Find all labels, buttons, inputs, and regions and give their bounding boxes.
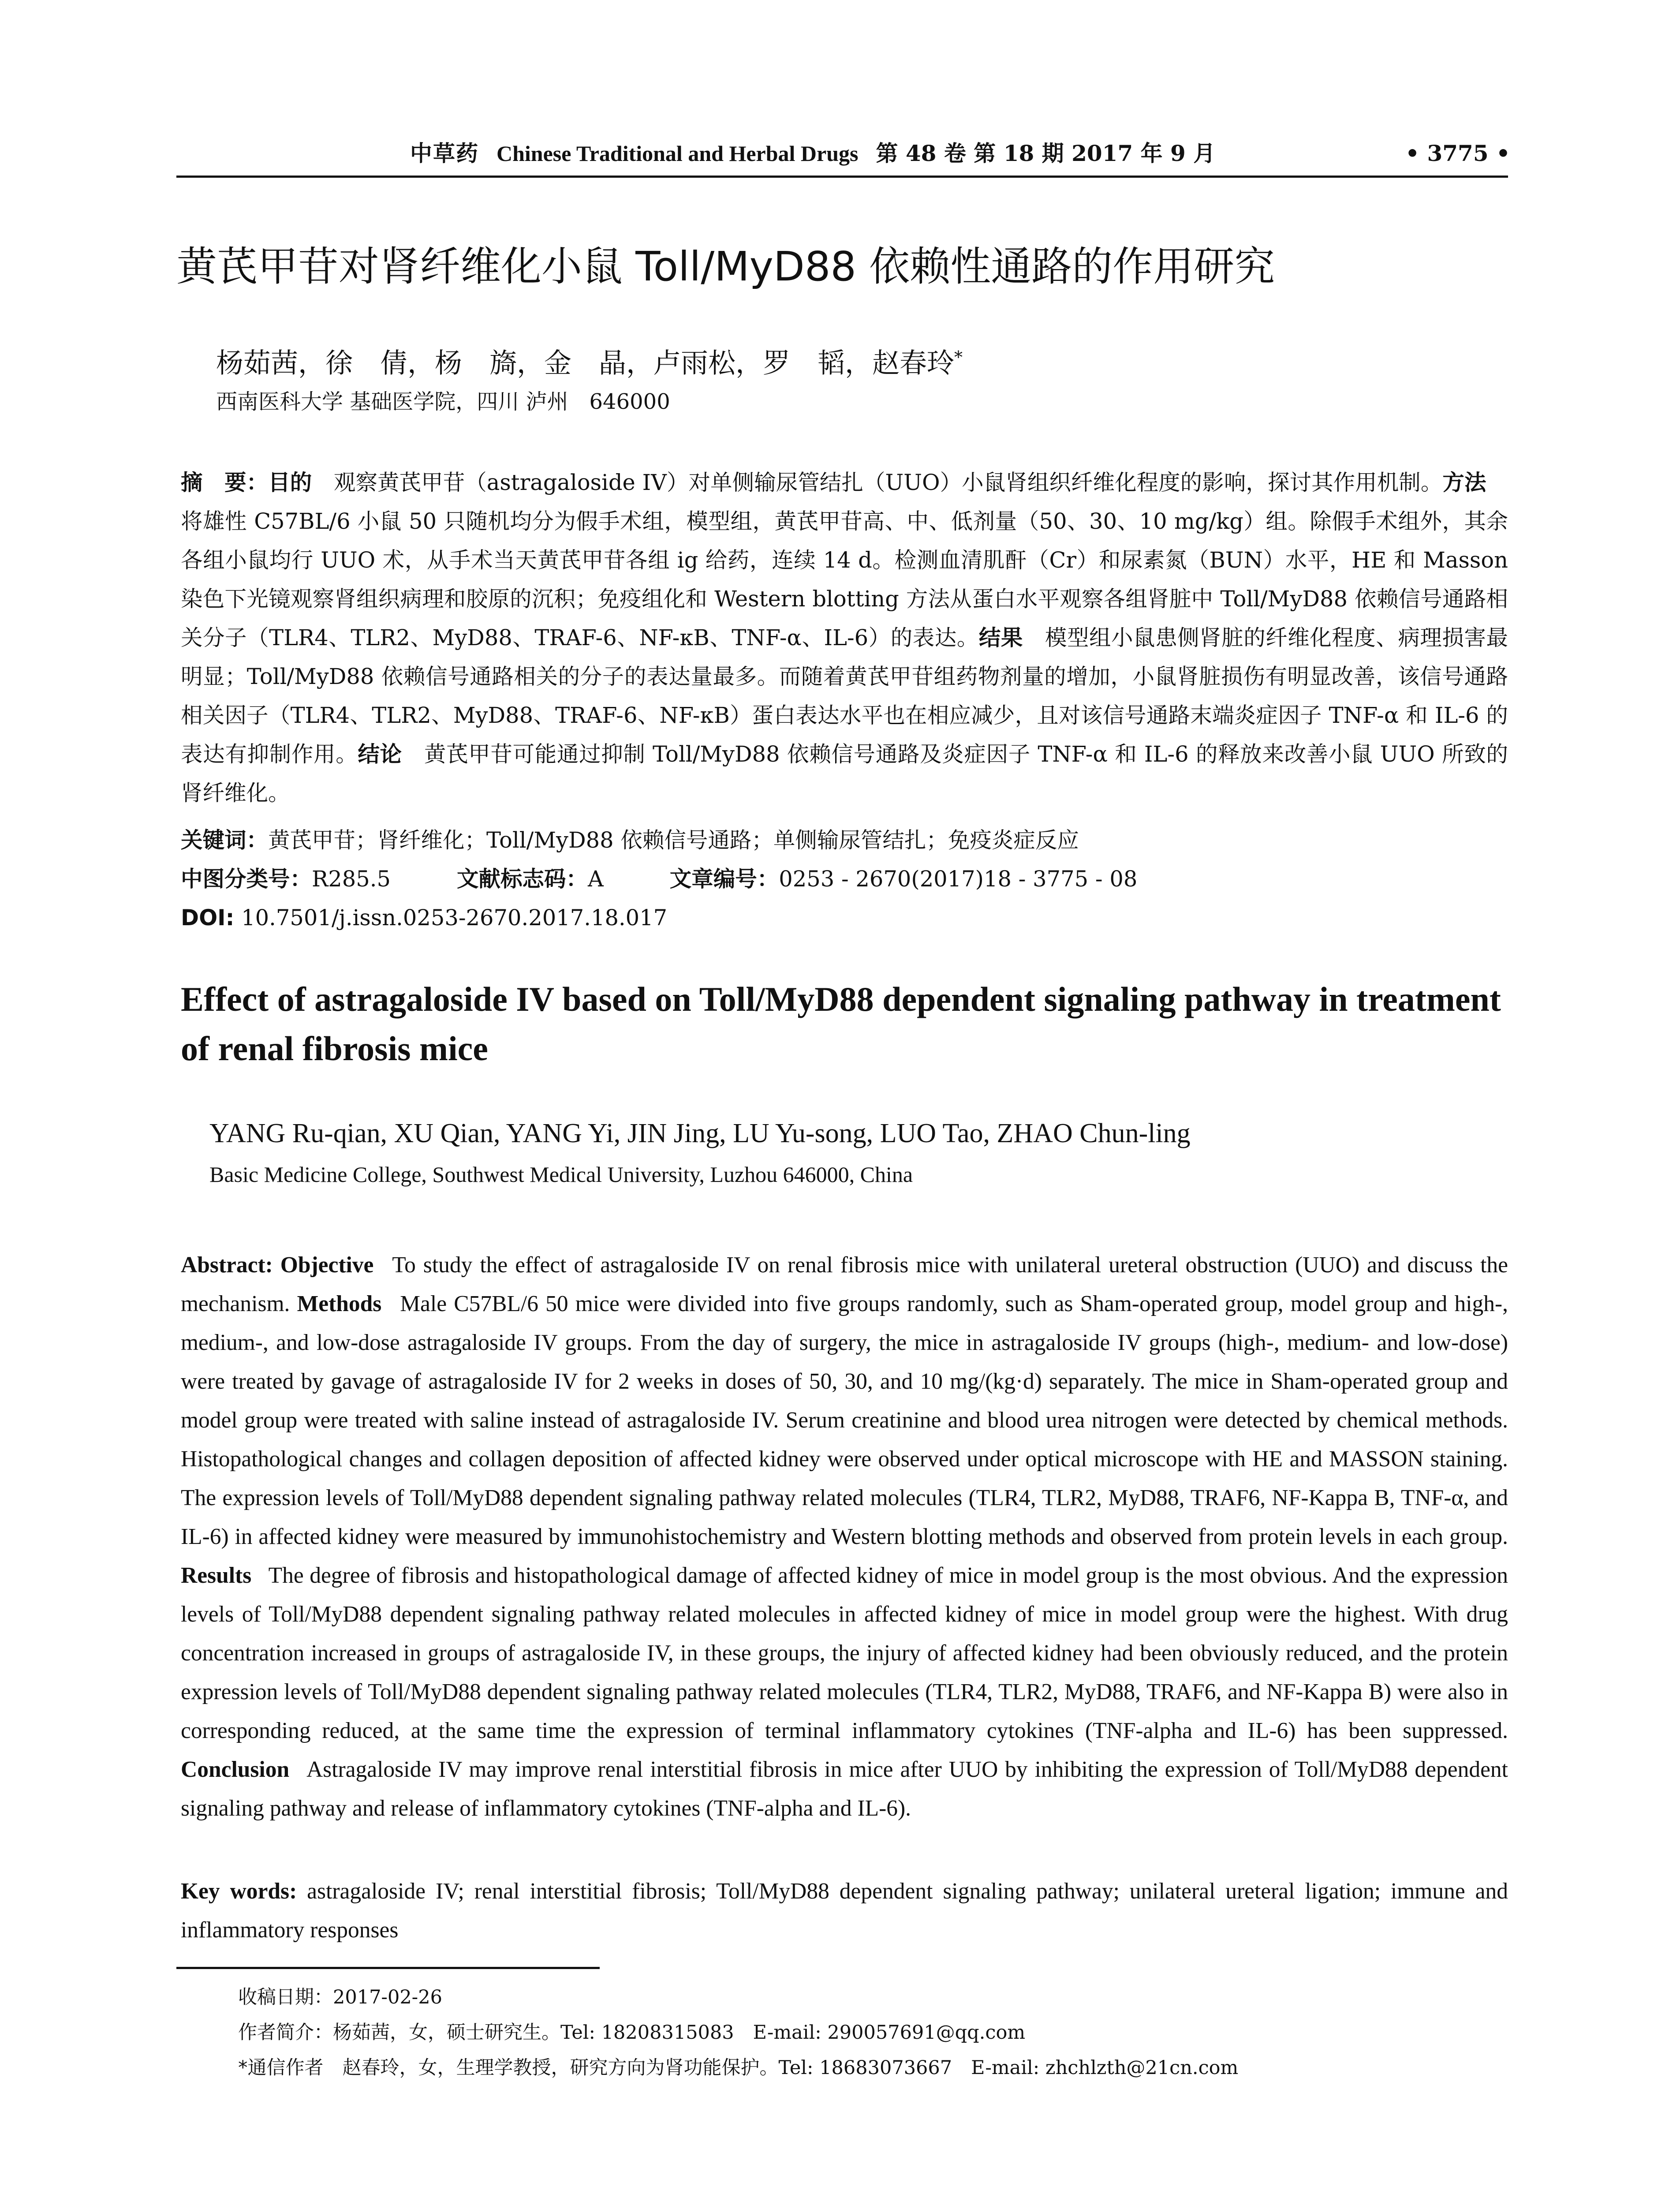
doi-value: 10.7501/j.issn.0253-2670.2017.18.017 xyxy=(241,905,668,931)
keywords-en xyxy=(181,1872,1508,1950)
corresponding-author: 赵春玲，女，生理学教授，研究方向为肾功能保护。Tel: 18683073667 E-mail: zhchlzth@21cn.com xyxy=(342,2057,1239,2079)
footnote-rule xyxy=(176,1967,600,1969)
footnote-corresponding xyxy=(238,2055,1238,2081)
received-date: 2017-02-26 xyxy=(333,1986,442,2008)
results-cn-label: 结果 xyxy=(978,625,1023,650)
objective-en-label: Objective xyxy=(280,1252,374,1278)
header-rule xyxy=(176,176,1508,178)
journal-name-cn: 中草药 xyxy=(410,140,479,166)
results-en: The degree of fibrosis and histopathological damage of affected kidney of mice in model group is the most obvious. And the expression levels of Toll/MyD88 dependent signaling pathway related molecules in affected kidney of mice in model group were the highest. With drug concentration increased in groups of astragaloside IV, in these groups, the injury of affected kidney had been obviously reduced, and the protein expression levels of Toll/MyD88 dependent signaling pathway related molecules (TLR4, TLR2, MyD88, TRAF6, and NF-Kappa B) were also in corresponding reduced, at the same time the expression of terminal inflammatory cytokines (TNF-alpha and IL-6) has been suppressed. xyxy=(181,1563,1508,1743)
methods-cn-label: 方法 xyxy=(1442,470,1486,495)
authors-en: YANG Ru-qian, XU Qian, YANG Yi, JIN Jing, LU Yu-song, LUO Tao, ZHAO Chun-ling xyxy=(209,1118,1191,1148)
authors-cn xyxy=(216,340,963,381)
doi-label: DOI: xyxy=(181,905,235,931)
footnote-received xyxy=(238,1984,442,2010)
title-cn: 黄芪甲苷对肾纤维化小鼠 Toll/MyD88 依赖性通路的作用研究 xyxy=(176,243,1275,290)
abstract-en xyxy=(181,1246,1508,1828)
keywords-en-text: astragaloside IV; renal interstitial fibrosis; Toll/MyD88 dependent signaling pathway; unilateral ureteral ligation; immune and inflammatory responses xyxy=(181,1879,1508,1943)
doi-line xyxy=(181,902,1508,933)
received-label: 收稿日期： xyxy=(238,1986,333,2008)
results-en-label: Results xyxy=(181,1563,252,1588)
affiliation-cn: 西南医科大学 基础医学院，四川 泸州 646000 xyxy=(216,389,670,414)
authors-cn-names: 杨茹茜，徐 倩，杨 旖，金 晶，卢雨松，罗 韬，赵春玲 xyxy=(216,347,955,379)
author-bio: 杨茹茜，女，硕士研究生。Tel: 18208315083 E-mail: 290057691@qq.com xyxy=(333,2022,1026,2044)
article-number-label: 文章编号： xyxy=(669,866,779,892)
footnote-author xyxy=(238,2020,1025,2045)
keywords-cn xyxy=(181,825,1508,856)
corresponding-label: *通信作者 xyxy=(238,2057,324,2079)
volume-issue: 第 48 卷 第 18 期 2017 年 9 月 xyxy=(876,140,1216,166)
conclusion-cn-label: 结论 xyxy=(358,741,402,767)
classification-line xyxy=(181,863,1508,894)
methods-en: Male C57BL/6 50 mice were divided into five groups randomly, such as Sham-operated group, model group and high-, medium-, and low-dose astragaloside IV groups. From the day of surgery, the mice in astragaloside IV groups (high-, medium- and low-dose) were treated by gavage of astragaloside IV for 2 weeks in doses of 50, 30, and 10 mg/(kg·d) separately. The mice in Sham-operated group and model group were treated with saline instead of astragaloside IV. Serum creatinine and blood urea nitrogen were detected by chemical methods. Histopathological changes and collagen deposition of affected kidney were observed under optical microscope with HE and MASSON staining. The expression levels of Toll/MyD88 dependent signaling pathway related molecules (TLR4, TLR2, MyD88, TRAF6, NF-Kappa B, TNF-α, and IL-6) in affected kidney were measured by immunohistochemistry and Western blotting methods and observed from protein levels in each group. xyxy=(181,1291,1508,1549)
objective-en: To study the effect of astragaloside IV on renal fibrosis mice with unilateral ureteral obstruction (UUO) and discuss the mechanism. xyxy=(181,1252,1508,1316)
journal-name-en: Chinese Traditional and Herbal Drugs xyxy=(497,141,859,166)
keywords-en-label: Key words: xyxy=(181,1879,297,1904)
author-bio-label: 作者简介： xyxy=(238,2022,333,2044)
doc-code-value: A xyxy=(587,866,604,892)
clc-value: R285.5 xyxy=(312,866,391,892)
objective-cn: 观察黄芪甲苷（astragaloside IV）对单侧输尿管结扎（UUO）小鼠肾组织纤维化程度的影响，探讨其作用机制。 xyxy=(333,470,1443,495)
keywords-cn-text: 黄芪甲苷；肾纤维化；Toll/MyD88 依赖信号通路；单侧输尿管结扎；免疫炎症反应 xyxy=(268,827,1079,853)
keywords-cn-label: 关键词： xyxy=(181,827,268,853)
affiliation-en: Basic Medicine College, Southwest Medical University, Luzhou 646000, China xyxy=(209,1162,913,1187)
page-number: • 3775 • xyxy=(1405,140,1510,166)
doc-code-label: 文献标志码： xyxy=(456,866,588,892)
conclusion-en-label: Conclusion xyxy=(181,1757,290,1782)
article-number-value: 0253 - 2670(2017)18 - 3775 - 08 xyxy=(779,866,1138,892)
abstract-cn-label: 摘 要： xyxy=(181,470,269,495)
results-cn: 模型组小鼠患侧肾脏的纤维化程度、病理损害最明显；Toll/MyD88 依赖信号通路相关的分子的表达量最多。而随着黄芪甲苷组药物剂量的增加，小鼠肾脏损伤有明显改善，该信号通路相关因子（TLR4、TLR2、MyD88、TRAF-6、NF-κB）蛋白表达水平也在相应减少，且对该信号通路末端炎症因子 TNF-α 和 IL-6 的表达有抑制作用。 xyxy=(181,625,1508,767)
clc-label: 中图分类号： xyxy=(181,866,312,892)
title-en: Effect of astragaloside IV based on Toll/MyD88 dependent signaling pathway in treatment of renal fibrosis mice xyxy=(181,980,1501,1068)
methods-cn: 将雄性 C57BL/6 小鼠 50 只随机均分为假手术组，模型组，黄芪甲苷高、中、低剂量（50、30、10 mg/kg）组。除假手术组外，其余各组小鼠均行 UUO 术，从手术当天黄芪甲苷各组 ig 给药，连续 14 d。检测血清肌酐（Cr）和尿素氮（BUN）水平，HE 和 Masson 染色下光镜观察肾组织病理和胶原的沉积；免疫组化和 Western blotting 方法从蛋白水平观察各组肾脏中 Toll/MyD88 依赖信号通路相关分子（TLR4、TLR2、MyD88、TRAF-6、NF-κB、TNF-α、IL-6）的表达。 xyxy=(181,508,1508,650)
abstract-cn xyxy=(181,463,1508,812)
corresponding-mark: * xyxy=(954,348,963,367)
conclusion-en: Astragaloside IV may improve renal interstitial fibrosis in mice after UUO by inhibiting the expression of Toll/MyD88 dependent signaling pathway and release of inflammatory cytokines (TNF-alpha and IL-6). xyxy=(181,1757,1508,1821)
methods-en-label: Methods xyxy=(297,1291,382,1316)
objective-cn-label: 目的 xyxy=(268,470,312,495)
conclusion-cn: 黄芪甲苷可能通过抑制 Toll/MyD88 依赖信号通路及炎症因子 TNF-α 和 IL-6 的释放来改善小鼠 UUO 所致的肾纤维化。 xyxy=(181,741,1508,806)
running-header xyxy=(410,140,1215,167)
abstract-en-label: Abstract: xyxy=(181,1252,273,1278)
